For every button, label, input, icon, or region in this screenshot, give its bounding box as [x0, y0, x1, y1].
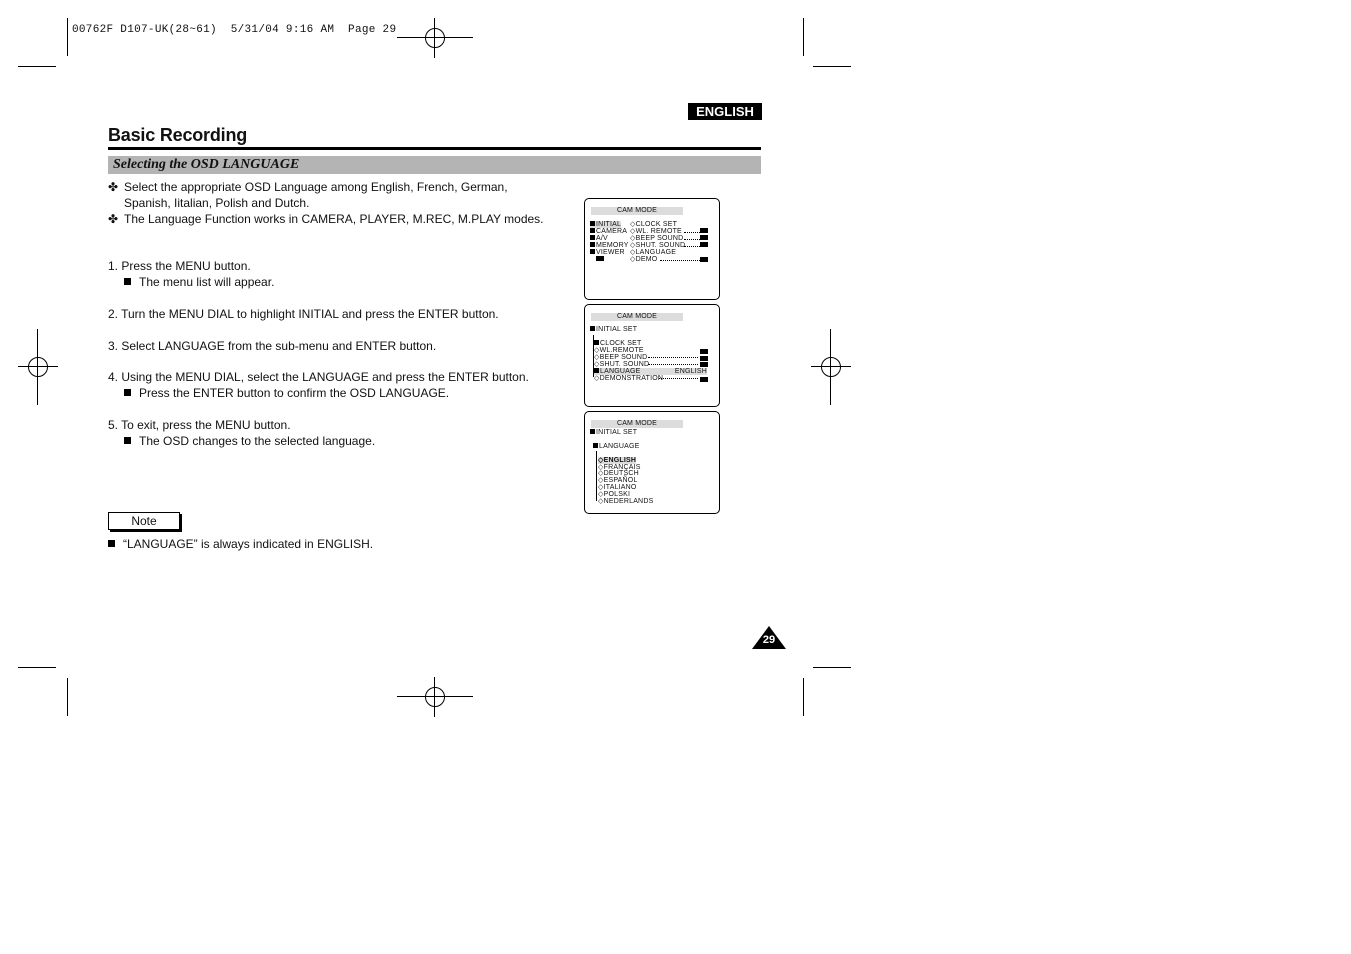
osd-mode-header: CAM MODE [591, 207, 683, 215]
crop-mark [18, 667, 56, 668]
osd-item-beep: ◇BEEP SOUND [594, 354, 648, 361]
osd-lang-italiano: ◇ITALIANO [598, 484, 637, 491]
language-badge: ENGLISH [688, 103, 762, 120]
crop-mark [803, 678, 804, 716]
osd-value-icon [700, 228, 708, 233]
title-rule [108, 147, 761, 150]
osd-screen-menu [584, 198, 720, 300]
step-5-sub: The OSD changes to the selected language. [124, 433, 375, 449]
osd-value-icon [700, 377, 708, 382]
osd-lang-english: ◇ENGLISH [598, 457, 637, 464]
osd-sub-language: ◇LANGUAGE [630, 249, 677, 256]
osd-sub-beep: ◇BEEP SOUND [630, 235, 684, 242]
step-1-sub: The menu list will appear. [124, 274, 274, 290]
step-1: 1. Press the MENU button. [108, 259, 251, 273]
folder-icon [590, 235, 595, 240]
square-bullet-icon [124, 437, 131, 444]
osd-status-icon [596, 256, 604, 261]
intro-bullet-icon: ✤ [108, 212, 119, 226]
osd-lang-francais: ◇FRANÇAIS [598, 464, 641, 471]
folder-icon [590, 326, 595, 331]
step-5: 5. To exit, press the MENU button. [108, 418, 291, 432]
osd-menu-initial: INITIAL [590, 221, 621, 228]
page-number: 29 [762, 634, 776, 646]
osd-item-shut: ◇SHUT. SOUND [594, 361, 650, 368]
square-bullet-icon [108, 540, 115, 547]
crop-mark [67, 18, 68, 56]
osd-value-icon [700, 349, 708, 354]
crop-mark [803, 18, 804, 56]
section-title: Selecting the OSD LANGUAGE [113, 157, 300, 172]
osd-value-icon [700, 362, 708, 367]
folder-icon [594, 340, 599, 345]
osd-screen-initial-set [584, 304, 720, 407]
registration-mark [397, 18, 473, 58]
folder-icon [590, 228, 595, 233]
dot-leader [660, 260, 700, 261]
osd-item-language: LANGUAGE ENGLISH [594, 368, 707, 375]
osd-item-demonstration: ◇DEMONSTRATION [594, 375, 664, 382]
dot-leader [684, 239, 700, 240]
folder-icon [590, 242, 595, 247]
dot-leader [684, 246, 700, 247]
osd-item-remote: ◇WL.REMOTE [594, 347, 644, 354]
osd-menu-camera: CAMERA [590, 228, 627, 235]
registration-mark [18, 329, 58, 405]
crop-mark [18, 66, 56, 67]
osd-language-value: ENGLISH [674, 368, 707, 375]
step-4-sub: Press the ENTER button to confirm the OSD LANGUAGE. [124, 385, 449, 401]
osd-menu-viewer: VIEWER [590, 249, 625, 256]
page-title: Basic Recording [108, 125, 248, 145]
dot-leader [648, 364, 698, 365]
dot-leader [684, 232, 700, 233]
step-4: 4. Using the MENU DIAL, select the LANGUAGE and press the ENTER button. [108, 370, 529, 384]
osd-language-title: LANGUAGE [593, 443, 640, 450]
folder-icon [590, 249, 595, 254]
step-3: 3. Select LANGUAGE from the sub-menu and ENTER button. [108, 339, 437, 353]
osd-sub-clock: ◇CLOCK SET [630, 221, 678, 228]
square-bullet-icon [124, 389, 131, 396]
osd-screen-language [584, 411, 720, 514]
intro-bullet-icon: ✤ [108, 180, 119, 194]
crop-mark [813, 66, 851, 67]
osd-value-icon [700, 257, 708, 262]
osd-lang-espanol: ◇ESPAÑOL [598, 477, 638, 484]
osd-lang-deutsch: ◇DEUTSCH [598, 470, 639, 477]
folder-icon [590, 221, 595, 226]
osd-mode-header: CAM MODE [591, 313, 683, 321]
osd-lang-polski: ◇POLSKI [598, 491, 631, 498]
intro-line-1b: Spanish, Iitalian, Polish and Dutch. [124, 196, 310, 210]
osd-item-clock: CLOCK SET [594, 340, 641, 347]
folder-icon [593, 443, 598, 448]
osd-menu-memory: MEMORY [590, 242, 629, 249]
crop-mark [67, 678, 68, 716]
osd-lang-nederlands: ◇NEDERLANDS [598, 498, 654, 505]
osd-sub-demo: ◇DEMO [630, 256, 658, 263]
intro-line-1a: Select the appropriate OSD Language among English, French, German, [124, 180, 508, 194]
osd-initial-title: INITIAL SET [590, 326, 637, 333]
folder-icon [590, 429, 595, 434]
print-header: 00762F D107-UK(28~61) 5/31/04 9:16 AM Page 29 [72, 24, 397, 36]
osd-menu-av: A/V [590, 235, 608, 242]
note-text: “LANGUAGE” is always indicated in ENGLISH. [108, 536, 373, 552]
tree-line [596, 451, 597, 501]
registration-mark [397, 677, 473, 717]
osd-value-icon [700, 235, 708, 240]
dot-leader [648, 357, 698, 358]
osd-sub-shut: ◇SHUT. SOUND [630, 242, 686, 249]
osd-initial-title: INITIAL SET [590, 429, 637, 436]
osd-value-icon [700, 242, 708, 247]
osd-mode-header: CAM MODE [591, 420, 683, 428]
osd-sub-remote: ◇WL. REMOTE [630, 228, 682, 235]
step-2: 2. Turn the MENU DIAL to highlight INITIAL and press the ENTER button. [108, 307, 499, 321]
dot-leader [659, 378, 698, 379]
registration-mark [811, 329, 851, 405]
intro-line-2: The Language Function works in CAMERA, PLAYER, M.REC, M.PLAY modes. [124, 212, 544, 226]
crop-mark [813, 667, 851, 668]
folder-icon [594, 368, 599, 373]
square-bullet-icon [124, 278, 131, 285]
note-label: Note [108, 512, 180, 530]
osd-value-icon [700, 356, 708, 361]
